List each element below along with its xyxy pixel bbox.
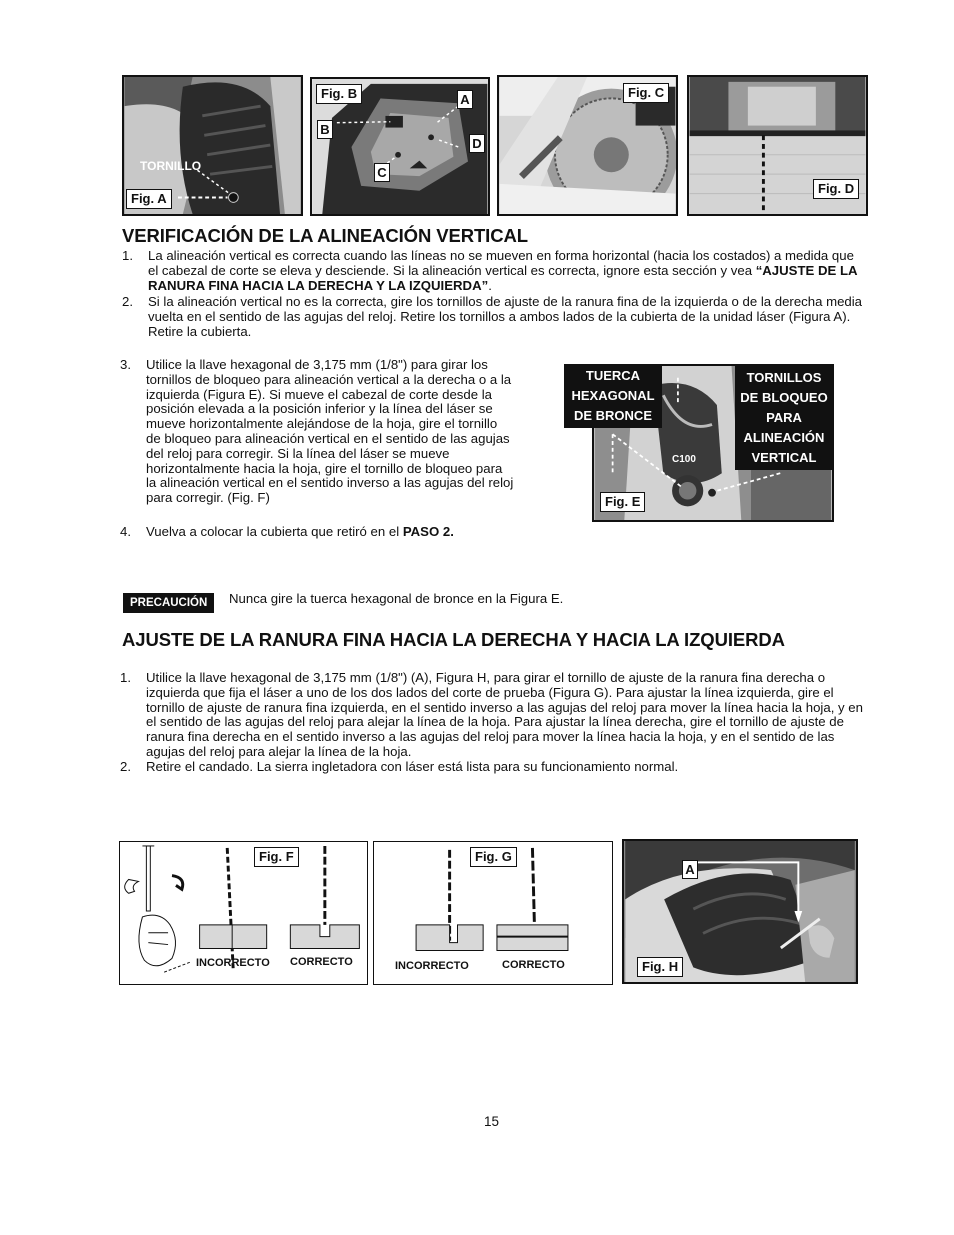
fig-b-letter-c: C — [374, 163, 390, 182]
item-number: 1. — [120, 670, 131, 685]
fig-a-callout: TORNILLO — [140, 159, 202, 173]
figure-b — [310, 77, 490, 216]
item-number: 4. — [120, 524, 131, 539]
fig-f-label: Fig. F — [254, 847, 299, 867]
item-number: 2. — [122, 294, 133, 309]
figure-d — [687, 75, 868, 216]
fig-e-nut-text: C100 — [672, 454, 696, 465]
figure-h — [622, 839, 858, 984]
fig-b-letter-a: A — [457, 90, 473, 109]
fig-e-right-callout: TORNILLOS DE BLOQUEO PARA ALINEACIÓN VERTICAL — [735, 366, 833, 470]
fig-f-incorrect: INCORRECTO — [196, 957, 270, 969]
section2-title: AJUSTE DE LA RANURA FINA HACIA LA DERECHA Y HACIA LA IZQUIERDA — [122, 629, 785, 650]
figure-c — [497, 75, 678, 216]
fig-f-correct: CORRECTO — [290, 956, 353, 968]
fig-b-letter-d: D — [469, 134, 485, 153]
item-text: Retire el candado. La sierra ingletadora con láser está lista para su funcionamiento normal. — [146, 759, 679, 774]
item-tail: . — [488, 277, 492, 293]
caution-text: Nunca gire la tuerca hexagonal de bronce en la Figura E. — [229, 591, 564, 606]
item-text: Utilice la llave hexagonal de 3,175 mm (1/8") (A), Figura H, para girar el tornillo de ajuste de la ranura fina derecha o izquierda que fija el láser a uno de los dos lados del corte de prueba (Figura G). Para ajustar la línea izquierda, gire el tornillo de ajuste de ranura fina izquierda, en el sentido inverso a las agujas del reloj para mover la línea hacia la hoja, y en el sentido de las agujas del reloj para alejar la línea de la hoja. Para ajustar la línea derecha, gire el tornillo de ajuste de ranura fina derecha en el sentido inverso a las agujas del reloj para mover la línea hacia la hoja, y en el sentido de las agujas del reloj para alejar la línea de la hoja. — [146, 670, 863, 759]
section1-item-2 — [122, 295, 862, 339]
section1-item-4 — [120, 525, 620, 540]
fig-g-correct: CORRECTO — [502, 959, 565, 971]
item-text: Si la alineación vertical no es la correcta, gire los tornillos de ajuste de la ranura fina de la izquierda o de la derecha media vuelta en el sentido de las agujas del reloj. Retire los tornillos a ambos lados de la cubierta de la unidad láser (Figura A). Retire la cubierta. — [148, 294, 862, 339]
fig-g-label: Fig. G — [470, 847, 517, 867]
fig-e-left-callout: TUERCA HEXAGONAL DE BRONCE — [564, 364, 662, 428]
item-number: 3. — [120, 357, 131, 372]
fig-g-incorrect: INCORRECTO — [395, 960, 469, 972]
caution-badge: PRECAUCIÓN — [123, 593, 214, 613]
fig-b-label: Fig. B — [316, 84, 362, 104]
fig-d-label: Fig. D — [813, 179, 859, 199]
item-number: 1. — [122, 248, 133, 263]
item-text: Utilice la llave hexagonal de 3,175 mm (1/8") para girar los tornillos de bloqueo para alineación vertical a la derecha o a la izquierda (Figura E). Si mueve el cabezal de corte desde la posición elevada a la posición inferior y la línea del láser se mueve horizontalmente alejándose de la hoja, gire el tornillo de bloqueo para alineación vertical en el sentido de las agujas del reloj para corregir. Si la línea del láser se mueve horizontalmente hacia la hoja, gire el tornillo de bloqueo para la alineación vertical en el sentido inverso a las agujas del reloj para corregir. (Fig. F) — [146, 357, 514, 506]
section1-item-1 — [122, 249, 862, 293]
section2-item-1 — [120, 671, 865, 760]
section1-title: VERIFICACIÓN DE LA ALINEACIÓN VERTICAL — [122, 225, 528, 246]
figure-a — [122, 75, 303, 216]
fig-a-label: Fig. A — [126, 189, 172, 209]
item-number: 2. — [120, 759, 131, 774]
item-bold: PASO 2. — [402, 524, 454, 539]
section1-item-3 — [120, 358, 515, 506]
fig-h-label: Fig. H — [637, 957, 683, 977]
fig-c-label: Fig. C — [623, 83, 669, 103]
item-bold: “AJUSTE DE LA RANURA FINA HACIA LA DERECHA Y LA IZQUIERDA” — [148, 262, 858, 293]
section2-item-2 — [120, 760, 865, 775]
figure-g — [373, 841, 613, 985]
page-number: 15 — [484, 1114, 500, 1129]
fig-e-label: Fig. E — [600, 492, 645, 512]
fig-h-letter-a: A — [682, 860, 698, 879]
fig-b-letter-b: B — [317, 120, 333, 139]
figure-f — [119, 841, 368, 985]
item-text: Vuelva a colocar la cubierta que retiró en el — [146, 524, 403, 539]
item-text: La alineación vertical es correcta cuando las líneas no se mueven en forma horizontal (hacia los costados) a medida que el cabezal de corte se eleva y desciende. Si la alineación vertical es correcta, ignore esta sección y vea — [148, 248, 854, 278]
